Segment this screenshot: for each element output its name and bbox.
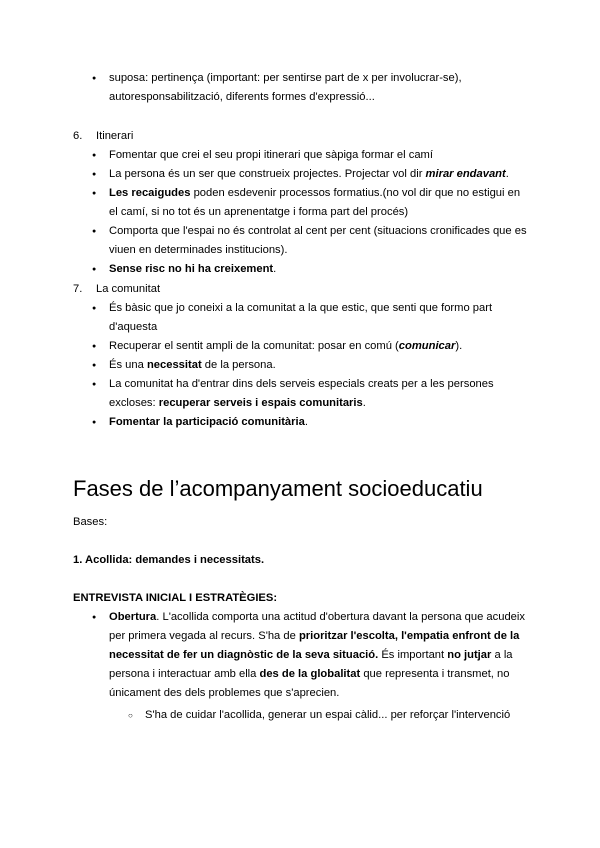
acollida-title: 1. Acollida: demandes i necessitats. <box>73 554 265 566</box>
list-item: ● La persona és un ser que construeix projectes. Projectar vol dir mirar endavant. <box>73 165 528 184</box>
section-6-list-wrap <box>73 146 528 279</box>
section-5-list <box>73 69 528 107</box>
list-item: ● Fomentar la participació comunitària. <box>73 413 528 432</box>
sub-list <box>109 706 549 725</box>
list-item: ● Les recaigudes poden esdevenir processos formatius.(no vol dir que no estigui en el camí, si no tot és un aprenentatge i forma part del procés) <box>73 184 528 222</box>
list-item: ● És una necessitat de la persona. <box>73 356 528 375</box>
sub-list-wrap <box>109 706 549 725</box>
list-item: ● Comporta que l'espai no és controlat al cent per cent (situacions cronificades que es viuen en determinades institucions). <box>73 222 528 260</box>
section-number: 6. <box>73 130 83 142</box>
section-6-list <box>73 146 528 279</box>
section-7-list <box>73 299 528 432</box>
entrevista-title: ENTREVISTA INICIAL I ESTRATÈGIES: <box>73 592 278 604</box>
section-title: Itinerari <box>96 130 134 142</box>
list-item: ○ S'ha de cuidar l'acollida, generar un espai càlid... per reforçar l'intervenció <box>109 706 549 725</box>
list-item: ● És bàsic que jo coneixi a la comunitat a la que estic, que senti que formo part d'aquesta <box>73 299 528 337</box>
section-7-list-wrap <box>73 299 528 432</box>
list-item: ● suposa: pertinença (important: per sentirse part de x per involucrar-se), autoresponsabilització, diferents formes d'expressió... <box>73 69 528 107</box>
list-item: ● Recuperar el sentit ampli de la comunitat: posar en comú (comunicar). <box>73 337 528 356</box>
list-item: ● Sense risc no hi ha creixement. <box>73 260 528 279</box>
obertura-list-wrap <box>73 608 528 703</box>
list-item: ● Fomentar que crei el seu propi itinerari que sàpiga formar el camí <box>73 146 528 165</box>
list-item: ● Obertura. L'acollida comporta una actitud d'obertura davant la persona que acudeix per primera vegada al recurs. S'ha de prioritzar l'escolta, l'empatia enfront de la necessitat de fer un diagnòstic de la seva situació. És important no jutjar a la persona i interactuar amb ella des de la globalitat que representa i transmet, no únicament des dels problemes que s'aprecien. <box>73 608 528 703</box>
obertura-list <box>73 608 528 703</box>
section-5-continuation <box>73 69 528 107</box>
bases-label: Bases: <box>73 516 108 528</box>
page-title: Fases de l’acompanyament socioeducatiu <box>73 476 483 501</box>
section-7-heading <box>73 280 160 299</box>
section-number: 7. <box>73 283 83 295</box>
list-item: ● La comunitat ha d'entrar dins dels serveis especials creats per a les persones excloses: recuperar serveis i espais comunitaris. <box>73 375 528 413</box>
section-title: La comunitat <box>96 283 161 295</box>
section-6-heading <box>73 127 133 146</box>
